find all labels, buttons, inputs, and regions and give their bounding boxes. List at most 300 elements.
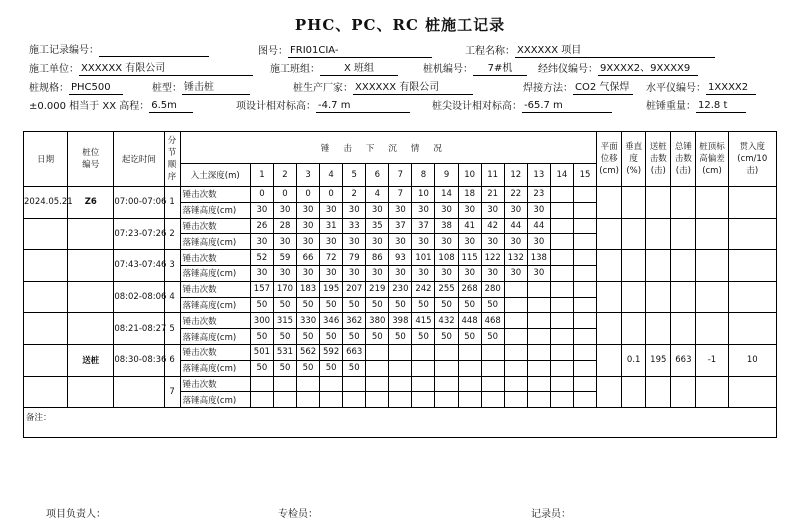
blows-cell: 42: [481, 218, 504, 234]
blows-cell: 18: [458, 187, 481, 203]
date-cell: 2024.05.21: [24, 187, 68, 219]
height-cell: 50: [389, 297, 412, 313]
blows-cell: 79: [343, 250, 366, 266]
blows-cell: [550, 250, 573, 266]
top-elev-value: -4.7 m: [316, 99, 410, 113]
blows-cell: 108: [435, 250, 458, 266]
blows-cell: [573, 187, 596, 203]
blows-cell: 22: [504, 187, 527, 203]
blows-cell: 0: [273, 187, 296, 203]
team-value: X 班组: [320, 62, 398, 76]
height-label: 落锤高度(cm): [180, 392, 250, 408]
blows-cell: [343, 376, 366, 392]
blows-cell: 448: [458, 313, 481, 329]
blows-cell: 0: [320, 187, 343, 203]
weld-value: CO2 气保焊: [573, 81, 633, 95]
pile-cell: Z6: [68, 187, 114, 219]
height-label: 落锤高度(cm): [180, 329, 250, 345]
height-cell: 30: [504, 234, 527, 250]
elev-field: ±0.000 相当于 XX 高程： 6.5m: [29, 99, 193, 113]
level-field: 水平仪编号： 1XXXX2: [646, 81, 756, 95]
height-cell: 50: [458, 329, 481, 345]
depth-header: 14: [550, 164, 573, 187]
top-elev-field: 项设计相对标高： -4.7 m: [236, 99, 410, 113]
blows-cell: [250, 376, 273, 392]
blows-cell: [573, 281, 596, 297]
blows-cell: [366, 376, 389, 392]
table-row: [24, 250, 777, 266]
remark-cell: 备注：: [24, 408, 777, 438]
height-cell: 50: [458, 297, 481, 313]
summary-send: [646, 250, 671, 282]
height-cell: 50: [273, 297, 296, 313]
col-sink: 锤击下沉情况: [180, 132, 596, 164]
height-cell: 30: [297, 234, 320, 250]
depth-header: 5: [343, 164, 366, 187]
summary-plane: [597, 313, 622, 345]
blows-cell: 10: [412, 187, 435, 203]
height-cell: 30: [320, 234, 343, 250]
summary-topdev: -1: [696, 344, 728, 376]
summary-topdev: [696, 218, 728, 250]
summary-plane: [597, 187, 622, 219]
blows-cell: 138: [527, 250, 550, 266]
blows-cell: [504, 313, 527, 329]
summary-send: [646, 218, 671, 250]
drawing-value: FRI01CIA-: [288, 44, 432, 58]
unit-field: 施工单位： XXXXXX 有限公司: [29, 62, 253, 76]
remark-row: [24, 408, 777, 438]
page-title: PHC、PC、RC 桩施工记录: [294, 16, 506, 34]
table-row: [24, 344, 777, 360]
col-vertical: 垂直度(%): [622, 132, 646, 187]
depth-header: 2: [273, 164, 296, 187]
table-row: [24, 281, 777, 297]
blows-cell: 37: [389, 218, 412, 234]
height-cell: [573, 297, 596, 313]
seq-cell: 4: [164, 281, 180, 313]
weight-value: 12.8 t: [696, 99, 746, 113]
height-cell: [481, 360, 504, 376]
blows-cell: [435, 344, 458, 360]
blows-cell: 132: [504, 250, 527, 266]
blows-cell: 242: [412, 281, 435, 297]
height-cell: [527, 297, 550, 313]
col-depth: 入土深度(m): [180, 164, 250, 187]
weight-field: 桩锤重量： 12.8 t: [646, 99, 746, 113]
level-value: 1XXXX2: [706, 81, 756, 95]
summary-topdev: [696, 281, 728, 313]
table-row: [24, 187, 777, 203]
height-cell: [550, 202, 573, 218]
height-cell: 50: [297, 297, 320, 313]
summary-vertical: [622, 250, 646, 282]
height-cell: 50: [250, 360, 273, 376]
height-cell: 50: [250, 329, 273, 345]
pile-cell: [68, 376, 114, 408]
height-cell: 30: [366, 265, 389, 281]
blows-cell: [297, 376, 320, 392]
height-cell: [366, 392, 389, 408]
height-cell: 50: [412, 297, 435, 313]
blows-cell: 219: [366, 281, 389, 297]
pile-cell: 送桩: [68, 344, 114, 376]
height-cell: [573, 234, 596, 250]
blows-cell: 59: [273, 250, 296, 266]
height-cell: 50: [366, 329, 389, 345]
tip-elev-value: -65.7 m: [522, 99, 612, 113]
project-field: 工程名称： XXXXXX 项目: [465, 44, 715, 58]
blows-cell: 72: [320, 250, 343, 266]
summary-vertical: [622, 187, 646, 219]
summary-total: [671, 187, 696, 219]
blows-cell: 35: [366, 218, 389, 234]
blows-cell: 4: [366, 187, 389, 203]
blows-cell: 86: [366, 250, 389, 266]
height-cell: 30: [273, 265, 296, 281]
height-cell: 30: [481, 202, 504, 218]
time-cell: 08:21-08:27: [114, 313, 164, 345]
height-cell: [435, 392, 458, 408]
col-pen: 贯入度(cm/10 击): [728, 132, 776, 187]
height-cell: 50: [250, 297, 273, 313]
table-row: [24, 218, 777, 234]
blows-cell: [573, 218, 596, 234]
height-cell: [481, 392, 504, 408]
summary-topdev: [696, 187, 728, 219]
height-cell: 30: [435, 234, 458, 250]
summary-pen: [728, 187, 776, 219]
time-cell: [114, 376, 164, 408]
blows-cell: 183: [297, 281, 320, 297]
height-cell: 50: [343, 297, 366, 313]
record-table: [23, 131, 777, 438]
height-cell: [550, 297, 573, 313]
summary-pen: [728, 376, 776, 408]
summary-vertical: [622, 281, 646, 313]
machine-value: 7#机: [473, 62, 527, 76]
machine-field: 桩机编号： 7#机: [423, 62, 527, 76]
blows-cell: [435, 376, 458, 392]
height-cell: [273, 392, 296, 408]
seq-cell: 3: [164, 250, 180, 282]
depth-header: 1: [250, 164, 273, 187]
blows-cell: [458, 344, 481, 360]
blows-cell: 255: [435, 281, 458, 297]
blows-cell: 23: [527, 187, 550, 203]
spec-field: 桩规格： PHC500: [29, 81, 123, 95]
blows-cell: [320, 376, 343, 392]
col-section: 分节顺序: [164, 132, 180, 187]
height-cell: 30: [458, 202, 481, 218]
height-cell: [504, 329, 527, 345]
height-cell: 30: [527, 234, 550, 250]
elev-value: 6.5m: [149, 99, 193, 113]
drawing-field: 图号： FRI01CIA-: [258, 44, 432, 58]
blows-cell: [527, 344, 550, 360]
depth-header: 7: [389, 164, 412, 187]
inspector-signature: 专检员：: [278, 509, 318, 520]
blows-cell: 432: [435, 313, 458, 329]
summary-total: [671, 218, 696, 250]
depth-header: 12: [504, 164, 527, 187]
blows-cell: 346: [320, 313, 343, 329]
blows-cell: [550, 313, 573, 329]
maker-field: 桩生产厂家： XXXXXX 有限公司: [293, 81, 473, 95]
pile-cell: [68, 218, 114, 250]
spec-value: PHC500: [69, 81, 123, 95]
date-cell: [24, 376, 68, 408]
record-no-field: 施工记录编号：: [29, 44, 209, 57]
blows-cell: [481, 344, 504, 360]
blows-cell: [527, 376, 550, 392]
blows-cell: 52: [250, 250, 273, 266]
summary-plane: [597, 250, 622, 282]
blows-cell: [527, 313, 550, 329]
height-cell: 50: [435, 297, 458, 313]
blows-cell: [550, 344, 573, 360]
blows-cell: 195: [320, 281, 343, 297]
height-cell: 30: [481, 234, 504, 250]
table-row: [24, 313, 777, 329]
height-cell: [297, 392, 320, 408]
team-field: 施工班组： X 班组: [270, 62, 398, 76]
blows-cell: 468: [481, 313, 504, 329]
summary-total: [671, 376, 696, 408]
depth-header: 11: [481, 164, 504, 187]
height-cell: [504, 360, 527, 376]
height-cell: 50: [273, 360, 296, 376]
depth-header: 15: [573, 164, 596, 187]
height-cell: 30: [343, 202, 366, 218]
summary-send: 195: [646, 344, 671, 376]
blows-cell: 37: [412, 218, 435, 234]
height-cell: 30: [389, 265, 412, 281]
depth-header: 3: [297, 164, 320, 187]
weld-field: 焊接方法： CO2 气保焊: [523, 81, 633, 95]
blows-cell: 2: [343, 187, 366, 203]
col-date: 日期: [24, 132, 68, 187]
height-cell: 30: [297, 202, 320, 218]
tip-elev-field: 桩尖设计相对标高： -65.7 m: [432, 99, 612, 113]
blows-label: 锤击次数: [180, 376, 250, 392]
theodolite-value: 9XXXX2、9XXXX9: [598, 62, 698, 76]
height-cell: [550, 360, 573, 376]
height-cell: 30: [250, 265, 273, 281]
height-cell: 30: [481, 265, 504, 281]
blows-cell: 380: [366, 313, 389, 329]
blows-cell: 101: [412, 250, 435, 266]
blows-cell: 115: [458, 250, 481, 266]
height-label: 落锤高度(cm): [180, 265, 250, 281]
time-cell: 07:00-07:06: [114, 187, 164, 219]
time-cell: 08:02-08:06: [114, 281, 164, 313]
height-cell: 30: [504, 265, 527, 281]
blows-cell: [458, 376, 481, 392]
recorder-signature: 记录员：: [531, 509, 571, 520]
summary-vertical: [622, 313, 646, 345]
height-cell: 30: [273, 234, 296, 250]
height-cell: 50: [481, 329, 504, 345]
height-cell: [550, 234, 573, 250]
height-cell: 30: [320, 202, 343, 218]
blows-cell: 592: [320, 344, 343, 360]
height-cell: 30: [435, 265, 458, 281]
blows-cell: 33: [343, 218, 366, 234]
summary-topdev: [696, 376, 728, 408]
blows-cell: 268: [458, 281, 481, 297]
height-cell: 50: [297, 329, 320, 345]
height-cell: [573, 202, 596, 218]
blows-cell: 0: [250, 187, 273, 203]
summary-pen: [728, 313, 776, 345]
height-cell: 30: [458, 234, 481, 250]
theodolite-field: 经纬仪编号： 9XXXX2、9XXXX9: [538, 62, 698, 76]
height-cell: [573, 392, 596, 408]
height-cell: [550, 329, 573, 345]
summary-pen: [728, 281, 776, 313]
blows-label: 锤击次数: [180, 218, 250, 234]
summary-total: 663: [671, 344, 696, 376]
height-cell: 30: [412, 234, 435, 250]
height-cell: 50: [273, 329, 296, 345]
height-cell: 30: [343, 234, 366, 250]
date-cell: [24, 313, 68, 345]
blows-cell: [389, 344, 412, 360]
blows-cell: 362: [343, 313, 366, 329]
height-cell: 30: [389, 234, 412, 250]
blows-cell: 66: [297, 250, 320, 266]
height-cell: 30: [366, 234, 389, 250]
blows-label: 锤击次数: [180, 250, 250, 266]
height-label: 落锤高度(cm): [180, 202, 250, 218]
height-cell: 50: [435, 329, 458, 345]
blows-cell: [573, 250, 596, 266]
blows-cell: 31: [320, 218, 343, 234]
blows-cell: 44: [504, 218, 527, 234]
seq-cell: 5: [164, 313, 180, 345]
blows-label: 锤击次数: [180, 344, 250, 360]
col-plane: 平面位移(cm): [597, 132, 622, 187]
depth-header: 13: [527, 164, 550, 187]
blows-cell: [527, 281, 550, 297]
blows-cell: [504, 281, 527, 297]
time-cell: 08:30-08:36: [114, 344, 164, 376]
summary-topdev: [696, 250, 728, 282]
height-cell: 50: [320, 297, 343, 313]
height-cell: 30: [297, 265, 320, 281]
blows-cell: [412, 376, 435, 392]
blows-cell: [573, 313, 596, 329]
record-no-value: [99, 44, 209, 57]
seq-cell: 1: [164, 187, 180, 219]
height-cell: [343, 392, 366, 408]
height-cell: [389, 392, 412, 408]
height-label: 落锤高度(cm): [180, 297, 250, 313]
blows-cell: 93: [389, 250, 412, 266]
blows-cell: 21: [481, 187, 504, 203]
blows-cell: 122: [481, 250, 504, 266]
blows-cell: 28: [273, 218, 296, 234]
manager-signature: 项目负责人：: [46, 509, 106, 520]
height-label: 落锤高度(cm): [180, 360, 250, 376]
height-cell: 50: [343, 360, 366, 376]
blows-label: 锤击次数: [180, 313, 250, 329]
height-cell: [458, 392, 481, 408]
blows-cell: 0: [297, 187, 320, 203]
height-cell: 30: [320, 265, 343, 281]
date-cell: [24, 218, 68, 250]
height-cell: 30: [250, 234, 273, 250]
depth-header: 4: [320, 164, 343, 187]
height-cell: 50: [366, 297, 389, 313]
type-field: 桩型： 锤击桩: [152, 81, 250, 95]
height-cell: [527, 392, 550, 408]
summary-vertical: [622, 376, 646, 408]
depth-header: 10: [458, 164, 481, 187]
pile-cell: [68, 250, 114, 282]
height-cell: 30: [273, 202, 296, 218]
summary-plane: [597, 344, 622, 376]
height-cell: [527, 360, 550, 376]
blows-label: 锤击次数: [180, 187, 250, 203]
blows-cell: [366, 344, 389, 360]
blows-cell: [273, 376, 296, 392]
pile-cell: [68, 281, 114, 313]
blows-cell: 280: [481, 281, 504, 297]
blows-cell: 398: [389, 313, 412, 329]
blows-cell: 44: [527, 218, 550, 234]
height-cell: 30: [527, 265, 550, 281]
pile-cell: [68, 313, 114, 345]
summary-pen: [728, 250, 776, 282]
height-cell: [504, 297, 527, 313]
col-pile-no: 桩位编号: [68, 132, 114, 187]
seq-cell: 7: [164, 376, 180, 408]
summary-plane: [597, 281, 622, 313]
height-cell: [573, 265, 596, 281]
blows-cell: 501: [250, 344, 273, 360]
type-value: 锤击桩: [182, 81, 250, 95]
summary-pen: [728, 218, 776, 250]
summary-total: [671, 250, 696, 282]
height-cell: [320, 392, 343, 408]
blows-cell: 531: [273, 344, 296, 360]
height-cell: 30: [435, 202, 458, 218]
blows-cell: [550, 376, 573, 392]
height-label: 落锤高度(cm): [180, 234, 250, 250]
height-cell: 50: [481, 297, 504, 313]
blows-cell: 330: [297, 313, 320, 329]
blows-cell: 300: [250, 313, 273, 329]
height-cell: 30: [412, 202, 435, 218]
height-cell: 50: [389, 329, 412, 345]
height-cell: [573, 360, 596, 376]
time-cell: 07:43-07:46: [114, 250, 164, 282]
blows-cell: 315: [273, 313, 296, 329]
height-cell: [527, 329, 550, 345]
blows-cell: [550, 218, 573, 234]
col-topdev: 桩顶标高偏差(cm): [696, 132, 728, 187]
height-cell: [504, 392, 527, 408]
project-value: XXXXXX 项目: [515, 44, 715, 58]
height-cell: [366, 360, 389, 376]
col-time: 起讫时间: [114, 132, 164, 187]
col-total: 总锤击数(击): [671, 132, 696, 187]
height-cell: [412, 360, 435, 376]
summary-vertical: [622, 218, 646, 250]
summary-send: [646, 376, 671, 408]
